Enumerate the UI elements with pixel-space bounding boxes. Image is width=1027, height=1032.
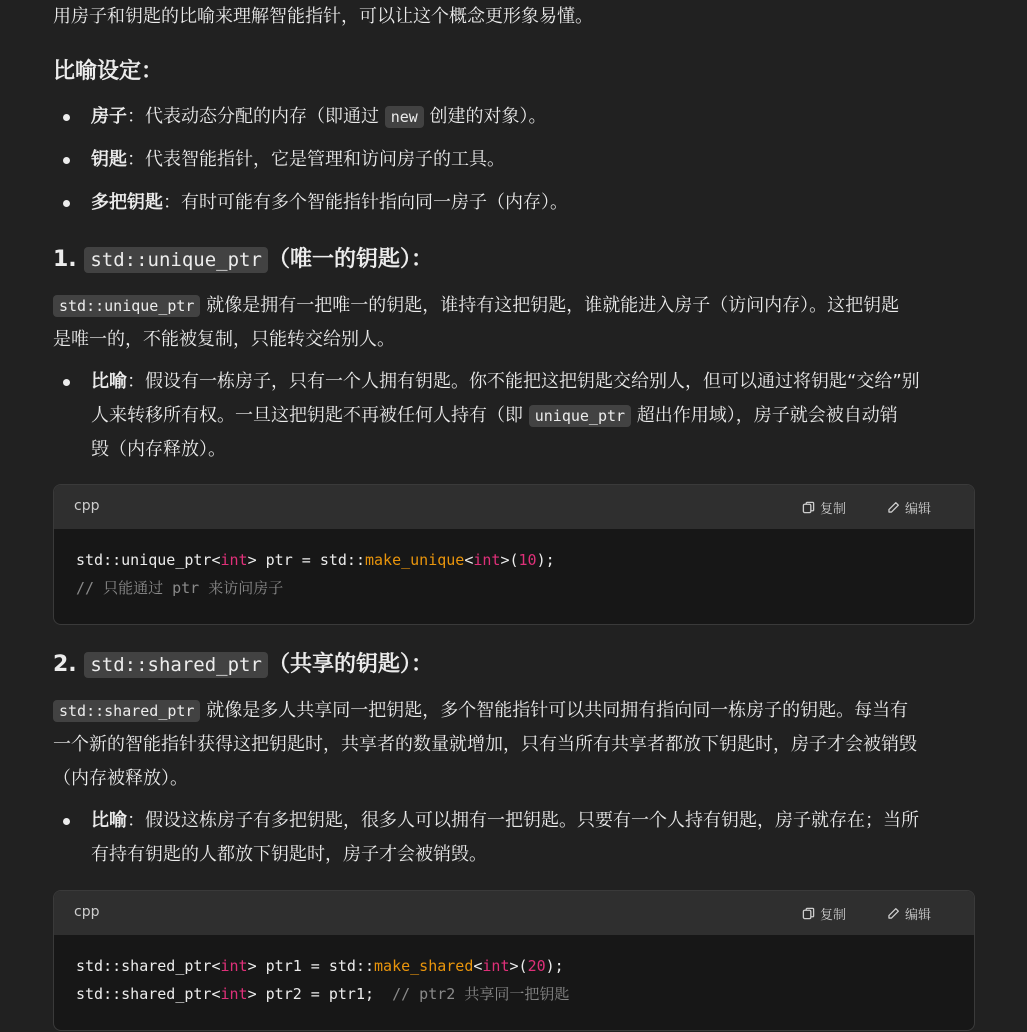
- paragraph-text: （内存被释放）。: [53, 768, 188, 789]
- code-line: std::shared_ptr<int> ptr1 = std::make_shared<int>(20);: [76, 957, 564, 975]
- inline-code: std::unique_ptr: [53, 295, 200, 317]
- bullet-dot: [63, 379, 70, 386]
- code-content: [54, 935, 974, 1025]
- bullet-dot: [63, 157, 70, 164]
- code-content: [54, 529, 974, 619]
- edit-label: 编辑: [905, 502, 932, 517]
- copy-label: 复制: [820, 908, 847, 923]
- bullet-dot: [63, 114, 70, 121]
- unique-ptr-paragraph: [53, 289, 975, 357]
- paragraph-text: 就像是拥有一把唯一的钥匙，谁持有这把钥匙，谁就能进入房子（访问内存）。这把钥匙: [200, 295, 900, 316]
- item-term: 房子: [91, 106, 127, 127]
- heading-code: std::shared_ptr: [84, 652, 268, 678]
- copy-label: 复制: [820, 502, 847, 517]
- code-line: std::unique_ptr<int> ptr = std::make_unique<int>(10);: [76, 551, 555, 569]
- code-block: [53, 890, 975, 1031]
- item-text: ：代表智能指针，它是管理和访问房子的工具。: [127, 149, 505, 170]
- copy-icon: [802, 501, 815, 514]
- item-text: ：假设有一栋房子，只有一个人拥有钥匙。你不能把这把钥匙交给别人，但可以通过将钥匙“交给”别: [127, 371, 920, 392]
- code-line: std::shared_ptr<int> ptr2 = ptr1; // ptr2 共享同一把钥匙: [76, 985, 570, 1003]
- item-term: 比喻: [91, 810, 127, 831]
- code-header: [54, 891, 974, 935]
- item-text: ：代表动态分配的内存（即通过: [127, 106, 385, 127]
- heading-title: （共享的钥匙）：: [267, 652, 433, 677]
- edit-label: 编辑: [905, 908, 932, 923]
- pencil-icon: [887, 907, 900, 920]
- pencil-icon: [887, 501, 900, 514]
- item-text: ：假设这栋房子有多把钥匙，很多人可以拥有一把钥匙。只要有一个人持有钥匙，房子就存在；当所: [127, 810, 919, 831]
- paragraph-text: 一个新的智能指针获得这把钥匙时，共享者的数量就增加，只有当所有共享者都放下钥匙时，房子才会被销毁: [53, 734, 917, 755]
- code-language: cpp: [74, 904, 100, 920]
- item-text: 超出作用域），房子就会被自动销: [631, 405, 898, 426]
- shared-ptr-list: [53, 804, 975, 872]
- item-text: 人来转移所有权。一旦这把钥匙不再被任何人持有（即: [91, 405, 529, 426]
- edit-button[interactable]: [887, 498, 931, 517]
- copy-button[interactable]: [802, 904, 846, 923]
- shared-ptr-heading: [53, 648, 433, 682]
- heading-number: 1.: [53, 247, 77, 272]
- item-term: 多把钥匙: [91, 192, 163, 213]
- list-item: [53, 804, 975, 872]
- setup-heading: 比喻设定：: [53, 59, 164, 84]
- item-term: 比喻: [91, 371, 127, 392]
- edit-button[interactable]: [887, 904, 931, 923]
- item-text: 有持有钥匙的人都放下钥匙时，房子才会被销毁。: [91, 844, 487, 865]
- inline-code: unique_ptr: [529, 405, 631, 427]
- list-item: [53, 143, 975, 186]
- list-item: [53, 186, 975, 229]
- heading-code: std::unique_ptr: [84, 247, 268, 273]
- heading-title: （唯一的钥匙）：: [267, 247, 433, 272]
- code-block: [53, 484, 975, 625]
- code-language: cpp: [74, 498, 100, 514]
- paragraph-text: 就像是多人共享同一把钥匙，多个智能指针可以共同拥有指向同一栋房子的钥匙。每当有: [200, 700, 909, 721]
- code-comment: // 只能通过 ptr 来访问房子: [76, 579, 284, 597]
- setup-list: [53, 100, 975, 229]
- item-term: 钥匙: [91, 149, 127, 170]
- heading-number: 2.: [53, 652, 77, 677]
- bullet-dot: [63, 818, 70, 825]
- item-text: ：有时可能有多个智能指针指向同一房子（内存）。: [163, 192, 568, 213]
- list-item: [53, 365, 975, 467]
- item-text: 毁（内存释放）。: [91, 439, 226, 460]
- paragraph-text: 是唯一的，不能被复制，只能转交给别人。: [53, 329, 395, 350]
- unique-ptr-heading: [53, 243, 433, 277]
- intro-text: 用房子和钥匙的比喻来理解智能指针，可以让这个概念更形象易懂。: [53, 6, 593, 27]
- list-item: [53, 100, 975, 143]
- item-text: 创建的对象）。: [423, 106, 547, 127]
- copy-icon: [802, 907, 815, 920]
- copy-button[interactable]: [802, 498, 846, 517]
- shared-ptr-paragraph: [53, 694, 975, 796]
- unique-ptr-list: [53, 365, 975, 467]
- inline-code: std::shared_ptr: [53, 700, 200, 722]
- code-header: [54, 485, 974, 529]
- bullet-dot: [63, 200, 70, 207]
- inline-code-new: new: [385, 106, 424, 128]
